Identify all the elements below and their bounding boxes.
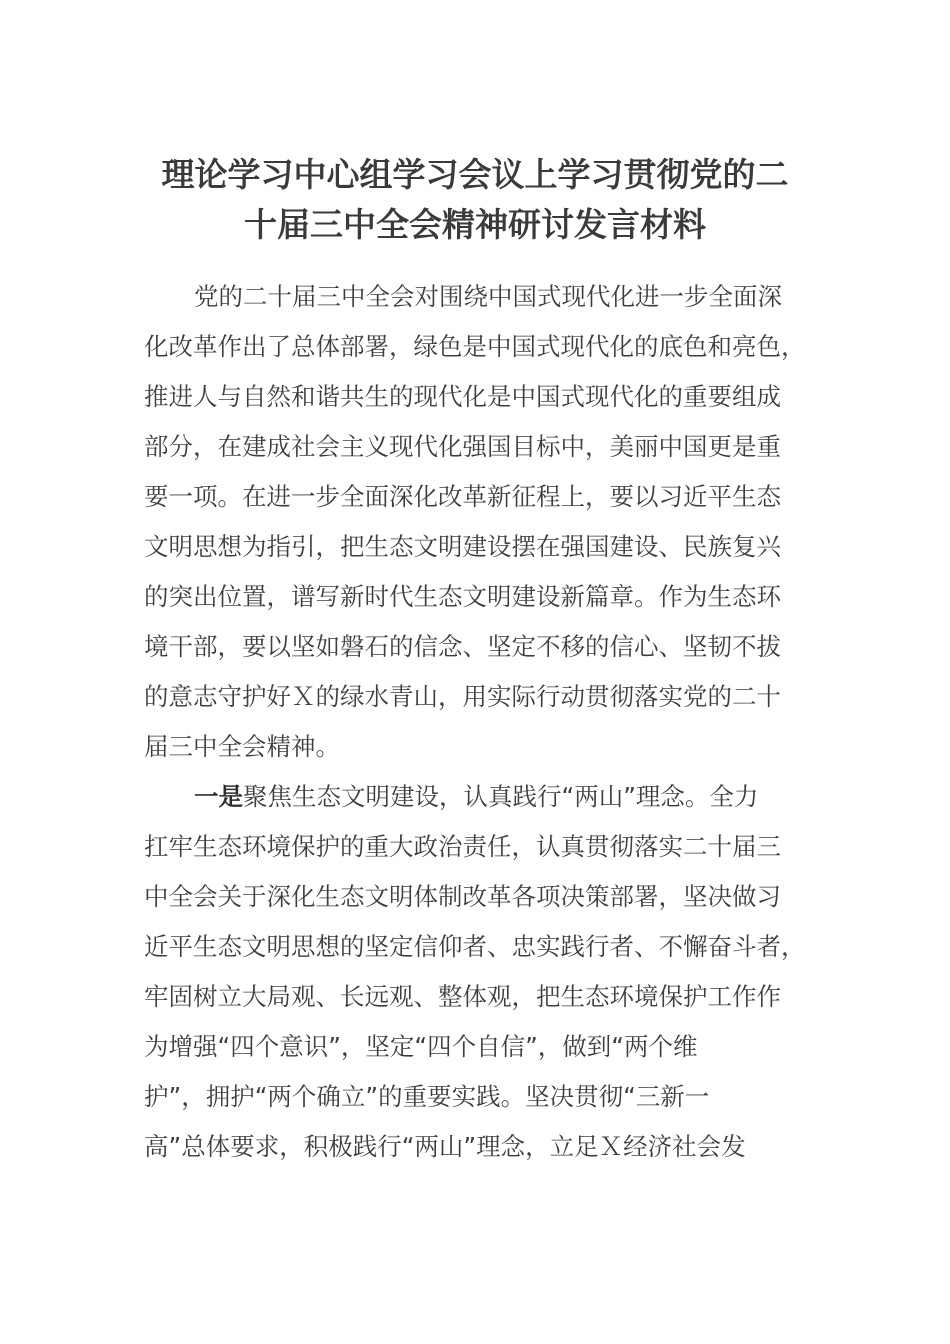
paragraph-first-point xyxy=(144,772,814,1172)
text-line: 牢固树立大局观、长远观、整体观，把生态环境保护工作作 xyxy=(144,982,781,1011)
paragraph-intro xyxy=(144,272,814,772)
document-title xyxy=(120,150,830,250)
text-line: 化改革作出了总体部署，绿色是中国式现代化的底色和亮色， xyxy=(144,332,806,361)
text-line: 护”，拥护“两个确立”的重要实践。坚决贯彻“三新一 xyxy=(144,1082,710,1111)
text-line: 部分，在建成社会主义现代化强国目标中，美丽中国更是重 xyxy=(144,432,781,461)
text-line: 届三中全会精神。 xyxy=(144,732,340,761)
text-line: 党的二十届三中全会对围绕中国式现代化进一步全面深 xyxy=(194,282,782,311)
title-line: 理论学习中心组学习会议上学习贯彻党的二 xyxy=(161,155,789,194)
text-line: 文明思想为指引，把生态文明建设摆在强国建设、民族复兴 xyxy=(144,532,781,561)
text-line: 要一项。在进一步全面深化改革新征程上，要以习近平生态 xyxy=(144,482,781,511)
title-line: 十届三中全会精神研讨发言材料 xyxy=(244,205,706,244)
text-line: 中全会关于深化生态文明体制改革各项决策部署，坚决做习 xyxy=(144,882,781,911)
text-line: 为增强“四个意识”，坚定“四个自信”，做到“两个维 xyxy=(144,1032,698,1061)
text-line: 扛牢生态环境保护的重大政治责任，认真贯彻落实二十届三 xyxy=(144,832,781,861)
text-line: 高”总体要求，积极践行“两山”理念，立足Ｘ经济社会发 xyxy=(144,1132,746,1161)
document-body xyxy=(144,272,814,1172)
point-lead: 一是 xyxy=(194,782,243,811)
text-line: 推进人与自然和谐共生的现代化是中国式现代化的重要组成 xyxy=(144,382,781,411)
text-line: 的意志守护好Ｘ的绿水青山，用实际行动贯彻落实党的二十 xyxy=(144,682,781,711)
text-line: 境干部，要以坚如磐石的信念、坚定不移的信心、坚韧不拔 xyxy=(144,632,781,661)
text-line: 的突出位置，谱写新时代生态文明建设新篇章。作为生态环 xyxy=(144,582,781,611)
text-line xyxy=(144,772,814,822)
point-lead-text: 聚焦生态文明建设，认真践行“两山”理念。全力 xyxy=(243,782,759,811)
text-line: 近平生态文明思想的坚定信仰者、忠实践行者、不懈奋斗者， xyxy=(144,932,806,961)
